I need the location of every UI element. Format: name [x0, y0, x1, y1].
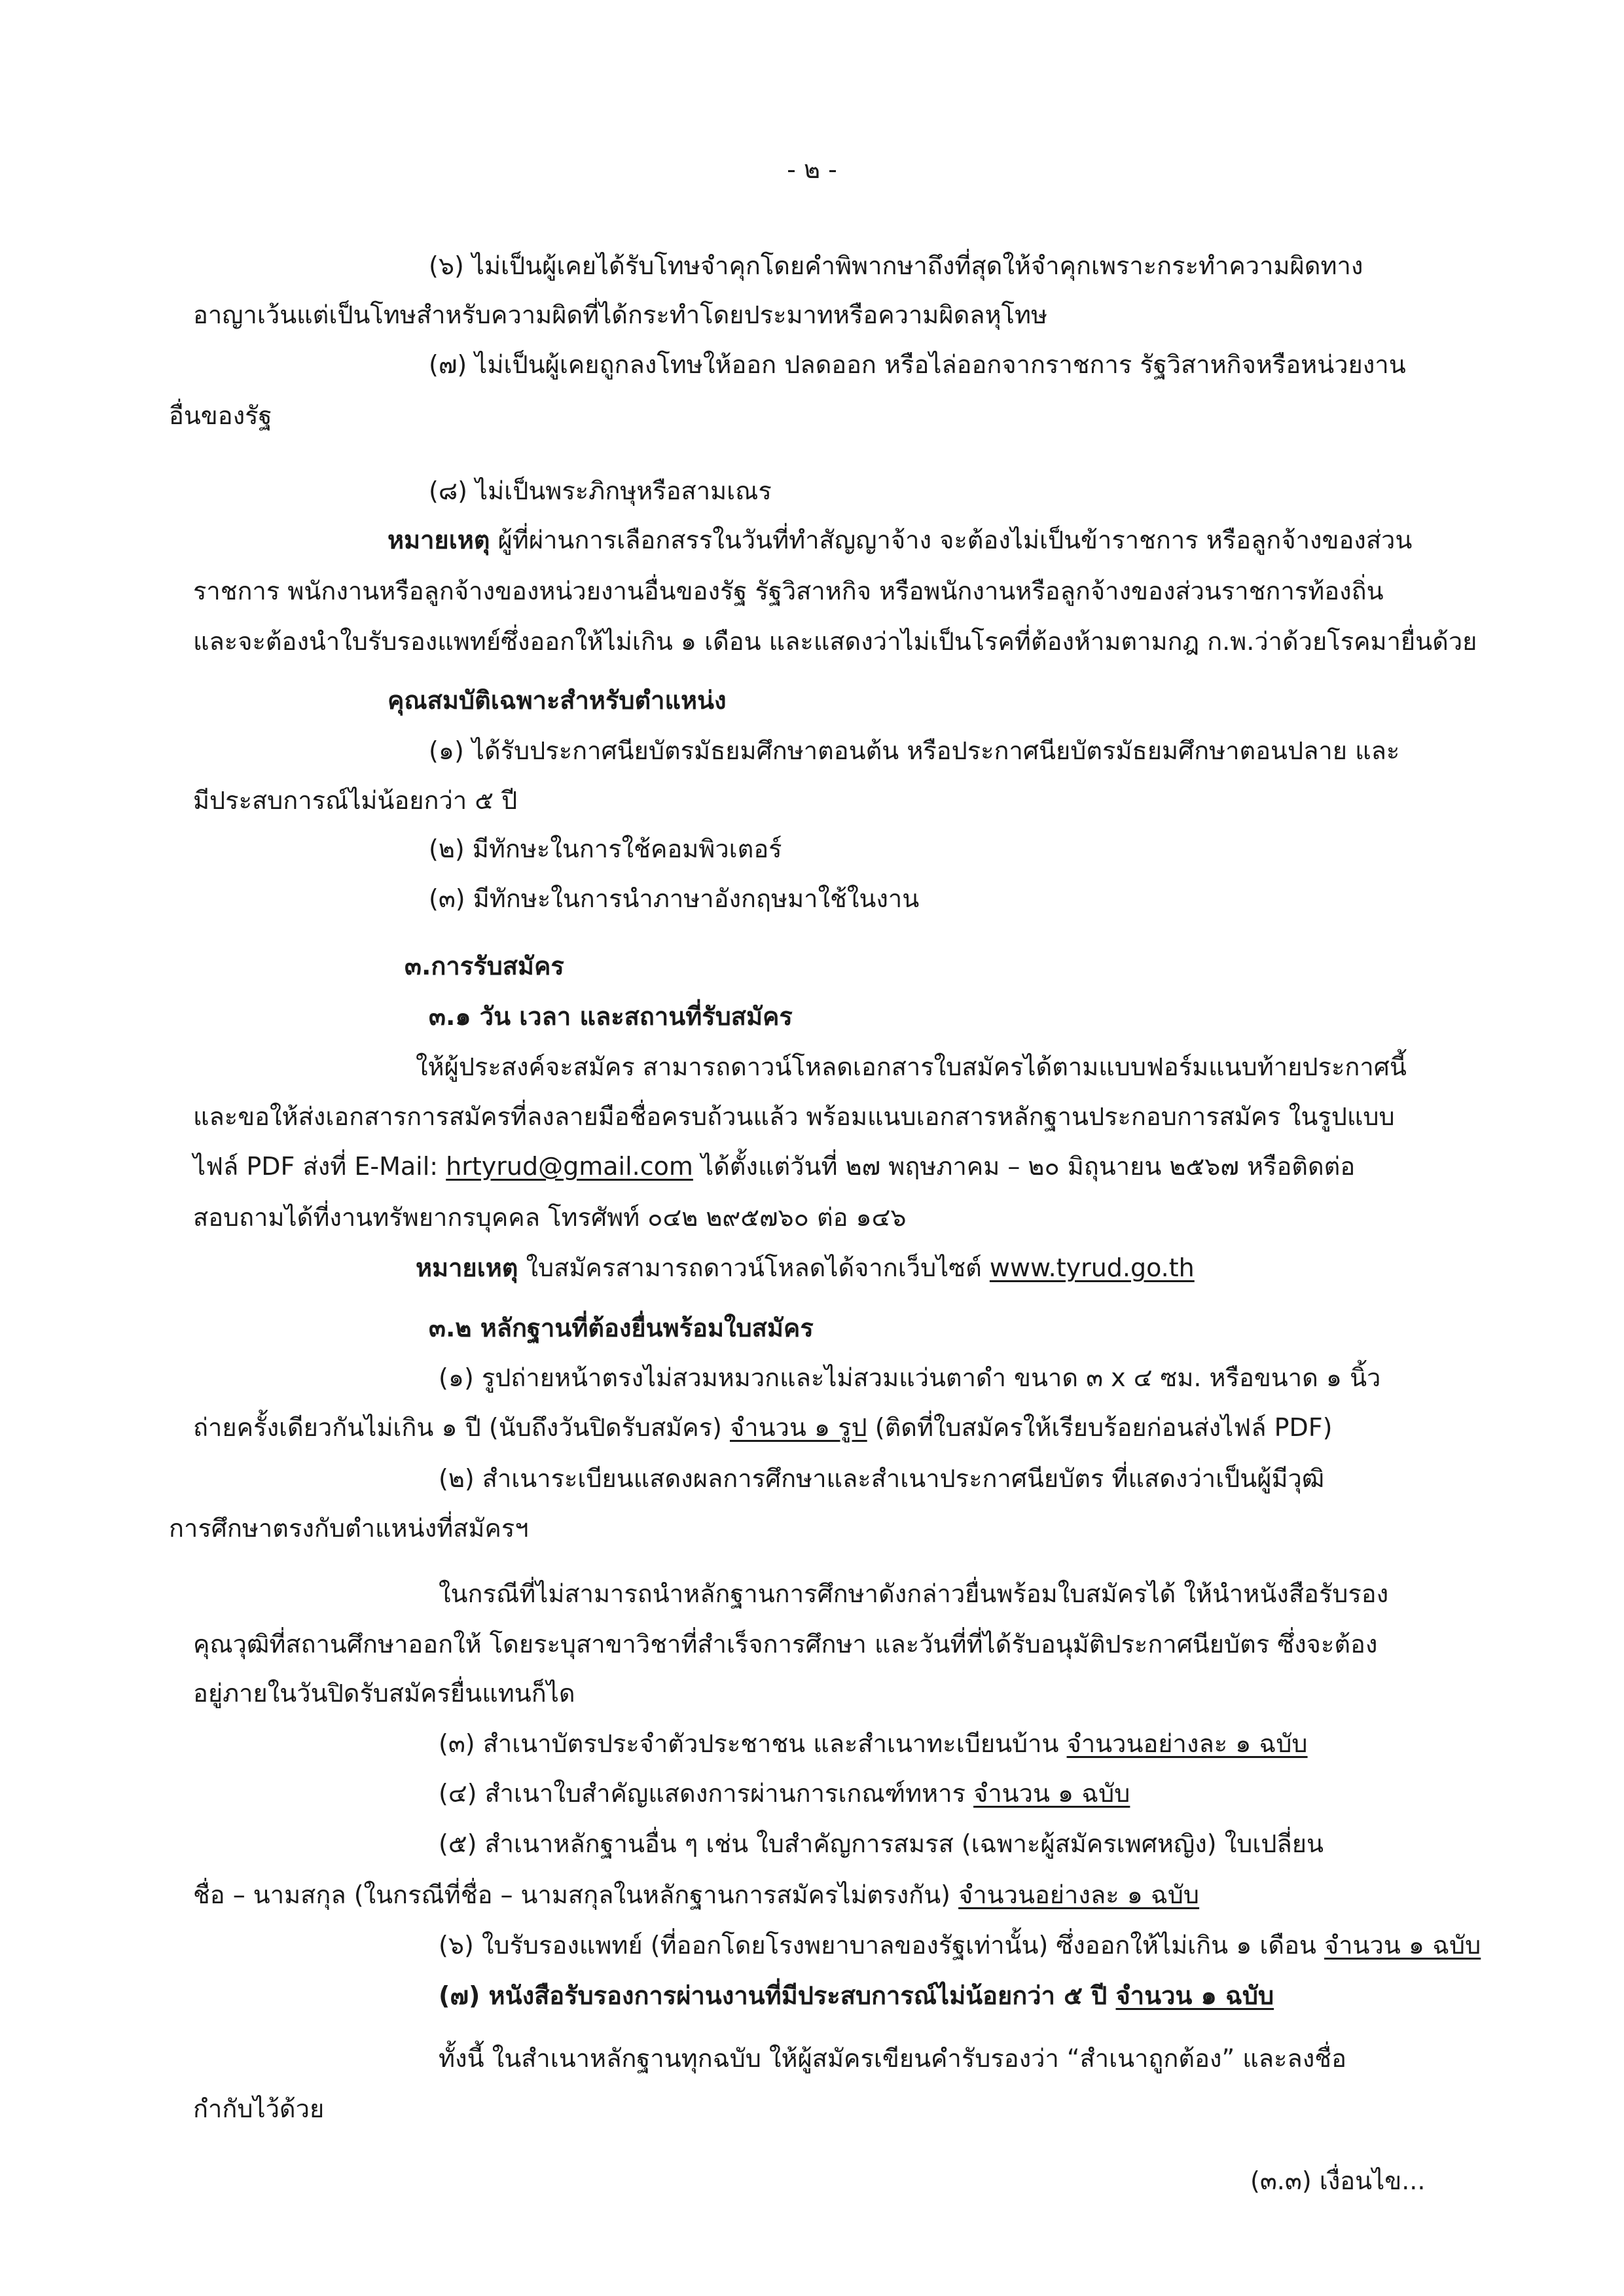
document-5-line1: (๕) สำเนาหลักฐานอื่น ๆ เช่น ใบสำคัญการสมรส (เฉพาะผู้สมัครเพศหญิง) ใบเปลี่ยน — [439, 1829, 1324, 1858]
qualification-1-line2: มีประสบการณ์ไม่น้อยกว่า ๕ ปี — [193, 786, 518, 815]
certify-line2: กำกับไว้ด้วย — [193, 2094, 325, 2123]
page-number: - ๒ - — [787, 155, 837, 184]
section-3-1-line4: สอบถามได้ที่งานทรัพยากรบุคคล โทรศัพท์ ๐๔๒ ๒๙๕๗๖๐ ต่อ ๑๔๖ — [193, 1203, 907, 1232]
item6-line2: อาญาเว้นแต่เป็นโทษสำหรับความผิดที่ได้กระทำโดยประมาทหรือความผิดลหุโทษ — [193, 300, 1048, 329]
document-4: (๔) สำเนาใบสำคัญแสดงการผ่านการเกณฑ์ทหาร จำนวน ๑ ฉบับ — [439, 1779, 1130, 1808]
certify-line1: ทั้งนี้ ในสำเนาหลักฐานทุกฉบับ ให้ผู้สมัครเขียนคำรับรองว่า “สำเนาถูกต้อง” และลงชื่อ — [439, 2044, 1346, 2073]
note-1-line1: หมายเหตุ ผู้ที่ผ่านการเลือกสรรในวันที่ทำสัญญาจ้าง จะต้องไม่เป็นข้าราชการ หรือลูกจ้างของส่วน — [388, 526, 1413, 554]
document-2-note-line1: ในกรณีที่ไม่สามารถนำหลักฐานการศึกษาดังกล่าวยื่นพร้อมใบสมัครได้ ให้นำหนังสือรับรอง — [439, 1579, 1389, 1608]
note-2: หมายเหตุ ใบสมัครสามารถดาวน์โหลดได้จากเว็บไซต์ www.tyrud.go.th — [416, 1253, 1195, 1282]
document-2-line1: (๒) สำเนาระเบียนแสดงผลการศึกษาและสำเนาประกาศนียบัตร ที่แสดงว่าเป็นผู้มีวุฒิ — [439, 1464, 1325, 1493]
note-2-label: หมายเหตุ — [416, 1253, 518, 1282]
section-3-2-heading: ๓.๒ หลักฐานที่ต้องยื่นพร้อมใบสมัคร — [429, 1314, 814, 1342]
qualifications-heading: คุณสมบัติเฉพาะสำหรับตำแหน่ง — [388, 686, 727, 715]
qualification-1-line1: (๑) ได้รับประกาศนียบัตรมัธยมศึกษาตอนต้น หรือประกาศนียบัตรมัธยมศึกษาตอนปลาย และ — [429, 736, 1400, 765]
item7-line2: อื่นของรัฐ — [169, 401, 272, 430]
website-link[interactable]: www.tyrud.go.th — [989, 1253, 1195, 1282]
section-3-heading: ๓.การรับสมัคร — [405, 952, 564, 980]
section-3-1-heading: ๓.๑ วัน เวลา และสถานที่รับสมัคร — [429, 1002, 793, 1031]
document-2-note-line2: คุณวุฒิที่สถานศึกษาออกให้ โดยระบุสาขาวิชาที่สำเร็จการศึกษา และวันที่ที่ได้รับอนุมัติประกาศนียบัตร ซึ่งจะต้อง — [193, 1630, 1378, 1659]
document-7: (๗) หนังสือรับรองการผ่านงานที่มีประสบการณ์ไม่น้อยกว่า ๕ ปี จำนวน ๑ ฉบับ — [439, 1981, 1274, 2010]
document-3: (๓) สำเนาบัตรประจำตัวประชาชน และสำเนาทะเบียนบ้าน จำนวนอย่างละ ๑ ฉบับ — [439, 1729, 1308, 1758]
document-1-line1: (๑) รูปถ่ายหน้าตรงไม่สวมหมวกและไม่สวมแว่นตาดำ ขนาด ๓ x ๔ ซม. หรือขนาด ๑ นิ้ว — [439, 1363, 1381, 1392]
document-6: (๖) ใบรับรองแพทย์ (ที่ออกโดยโรงพยาบาลของรัฐเท่านั้น) ซึ่งออกให้ไม่เกิน ๑ เดือน จำนวน ๑ ฉบับ — [439, 1931, 1481, 1960]
qualification-2: (๒) มีทักษะในการใช้คอมพิวเตอร์ — [429, 834, 782, 863]
section-3-1-line2: และขอให้ส่งเอกสารการสมัครที่ลงลายมือชื่อครบถ้วนแล้ว พร้อมแนบเอกสารหลักฐานประกอบการสมัคร ในรูปแบบ — [193, 1102, 1395, 1131]
note-1-line3: และจะต้องนำใบรับรองแพทย์ซึ่งออกให้ไม่เกิน ๑ เดือน และแสดงว่าไม่เป็นโรคที่ต้องห้ามตามกฎ ก.พ.ว่าด้วยโรคมายื่นด้วย — [193, 627, 1477, 656]
section-3-1-line1: ให้ผู้ประสงค์จะสมัคร สามารถดาวน์โหลดเอกสารใบสมัครได้ตามแบบฟอร์มแนบท้ายประกาศนี้ — [416, 1052, 1407, 1081]
item6-line1: (๖) ไม่เป็นผู้เคยได้รับโทษจำคุกโดยคำพิพากษาถึงที่สุดให้จำคุกเพราะกระทำความผิดทาง — [429, 251, 1363, 280]
item8: (๘) ไม่เป็นพระภิกษุหรือสามเณร — [429, 476, 772, 505]
email-link[interactable]: hrtyrud@gmail.com — [446, 1152, 693, 1181]
document-1-line2: ถ่ายครั้งเดียวกันไม่เกิน ๑ ปี (นับถึงวันปิดรับสมัคร) จำนวน ๑ รูป (ติดที่ใบสมัครให้เรียบร้อยก่อนส่งไฟล์ PDF) — [193, 1413, 1333, 1442]
document-5-line2: ชื่อ – นามสกุล (ในกรณีที่ชื่อ – นามสกุลในหลักฐานการสมัครไม่ตรงกัน) จำนวนอย่างละ ๑ ฉบับ — [193, 1880, 1200, 1909]
document-2-line2: การศึกษาตรงกับตำแหน่งที่สมัครฯ — [169, 1514, 529, 1543]
note-1-line2: ราชการ พนักงานหรือลูกจ้างของหน่วยงานอื่นของรัฐ รัฐวิสาหกิจ หรือพนักงานหรือลูกจ้างของส่วนราชการท้องถิ่น — [193, 577, 1384, 605]
item7-line1: (๗) ไม่เป็นผู้เคยถูกลงโทษให้ออก ปลดออก หรือไล่ออกจากราชการ รัฐวิสาหกิจหรือหน่วยงาน — [429, 350, 1406, 379]
document-2-note-line3: อยู่ภายในวันปิดรับสมัครยื่นแทนก็ได — [193, 1679, 575, 1708]
qualification-3: (๓) มีทักษะในการนำภาษาอังกฤษมาใช้ในงาน — [429, 884, 920, 913]
section-3-1-line3: ไฟล์ PDF ส่งที่ E-Mail: hrtyrud@gmail.com ได้ตั้งแต่วันที่ ๒๗ พฤษภาคม – ๒๐ มิถุนายน ๒๕๖๗ หรือติดต่อ — [193, 1152, 1356, 1181]
continuation-note: (๓.๓) เงื่อนไข... — [1250, 2166, 1426, 2195]
note-1-label: หมายเหตุ — [388, 526, 490, 554]
